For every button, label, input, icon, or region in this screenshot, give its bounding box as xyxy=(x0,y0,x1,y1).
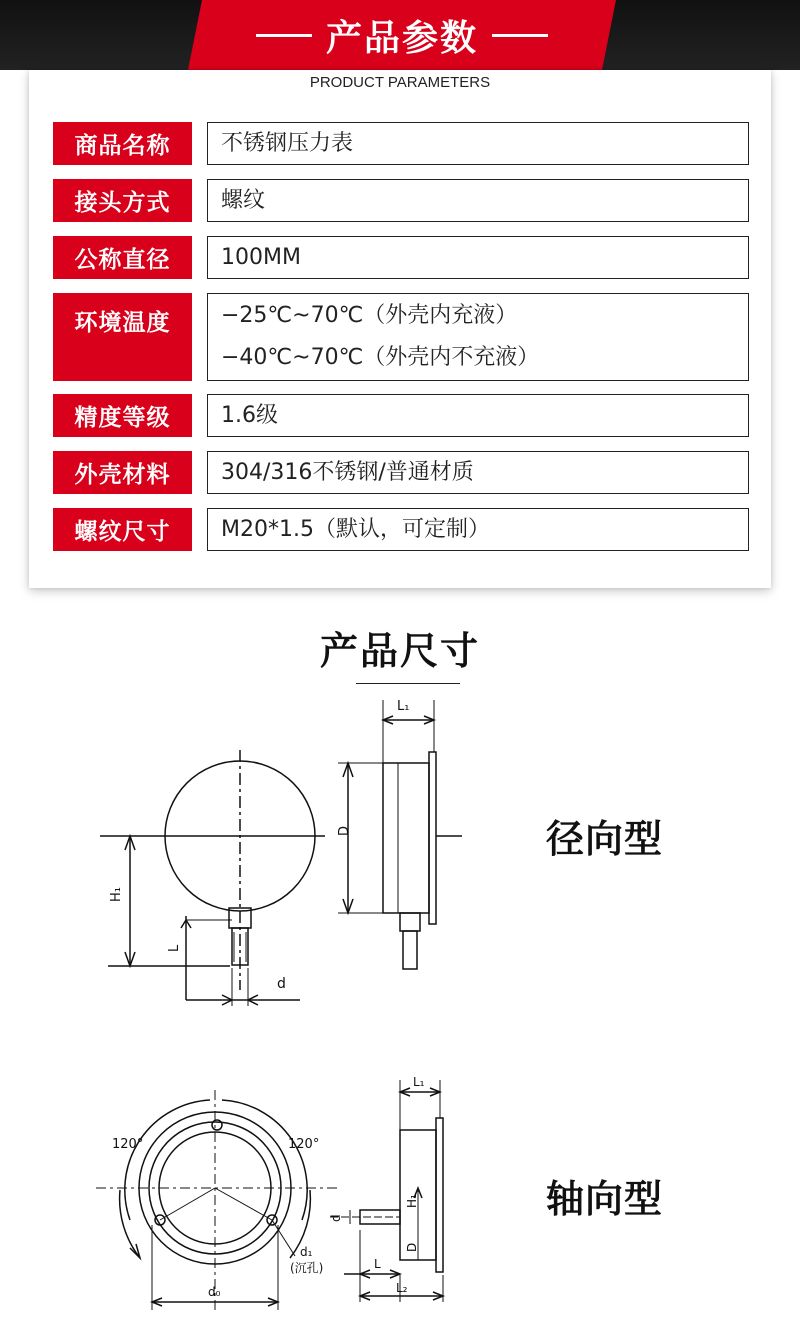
radial-side-case xyxy=(383,763,429,913)
param-value xyxy=(207,451,749,494)
dim-D-label: D xyxy=(337,825,352,836)
page-subtitle: PRODUCT PARAMETERS xyxy=(309,74,491,91)
dim-H1-label-axial: H₁ xyxy=(405,1194,419,1208)
dim-L2-label: L₂ xyxy=(396,1281,408,1295)
param-value xyxy=(207,394,749,437)
param-label: 公称直径 xyxy=(53,236,192,279)
param-row xyxy=(53,293,749,381)
radial-side-bezel xyxy=(429,752,436,924)
param-row xyxy=(53,451,749,494)
param-value xyxy=(207,236,749,279)
param-row xyxy=(53,179,749,222)
angle-left-label: 120° xyxy=(112,1137,144,1152)
param-row xyxy=(53,122,749,165)
dim-d-label: d xyxy=(277,976,286,992)
dimensions-title-underline xyxy=(356,683,460,684)
radial-type-label: 径向型 xyxy=(546,817,664,861)
param-row xyxy=(53,508,749,551)
param-value xyxy=(207,179,749,222)
radial-side-neck xyxy=(400,913,420,931)
radial-gauge-drawing xyxy=(0,690,500,1020)
page-title: 产品参数 xyxy=(325,17,478,59)
param-value-line: 304/316不锈钢/普通材质 xyxy=(221,459,474,485)
axial-gauge-drawing xyxy=(0,1070,500,1327)
param-label: 螺纹尺寸 xyxy=(53,508,192,551)
params-card xyxy=(29,70,771,588)
title-dash-left xyxy=(256,34,312,37)
param-row xyxy=(53,236,749,279)
title-dash-right xyxy=(492,34,548,37)
param-row xyxy=(53,394,749,437)
param-label: 接头方式 xyxy=(53,179,192,222)
param-value-line: 不锈钢压力表 xyxy=(221,130,354,156)
param-value-line: M20*1.5（默认，可定制） xyxy=(221,516,490,542)
param-value-line: −40℃~70℃（外壳内不充液） xyxy=(221,345,540,370)
dim-d1-note: (沉孔) xyxy=(290,1261,324,1275)
banner-title-wrap xyxy=(188,0,616,70)
dim-L1-label: L₁ xyxy=(397,699,410,714)
angle-right-label: 120° xyxy=(288,1137,320,1152)
dim-D-label-axial: D xyxy=(405,1242,419,1252)
dim-d-label-axial: d xyxy=(329,1214,343,1222)
param-value-line: 1.6级 xyxy=(221,402,278,428)
param-value xyxy=(207,293,749,381)
param-value-line: 螺纹 xyxy=(221,187,266,213)
dim-L-label: L xyxy=(167,944,182,952)
axial-type-label: 轴向型 xyxy=(546,1177,664,1221)
dim-L1-label-axial: L₁ xyxy=(413,1075,425,1089)
param-label: 精度等级 xyxy=(53,394,192,437)
dim-d0-label: d₀ xyxy=(208,1285,221,1299)
param-value-line: 100MM xyxy=(221,244,301,270)
param-label: 商品名称 xyxy=(53,122,192,165)
param-label: 外壳材料 xyxy=(53,451,192,494)
dim-L-label-axial: L xyxy=(374,1257,381,1271)
radial-side-thread xyxy=(403,931,417,969)
param-label: 环境温度 xyxy=(53,293,192,381)
param-value xyxy=(207,122,749,165)
param-value-line: −25℃~70℃（外壳内充液） xyxy=(221,303,518,328)
param-value xyxy=(207,508,749,551)
dim-H1-label: H₁ xyxy=(109,887,124,902)
axial-side-flange xyxy=(436,1118,443,1272)
dim-d1-label: d₁ xyxy=(300,1245,313,1259)
dimensions-title: 产品尺寸 xyxy=(319,629,480,673)
